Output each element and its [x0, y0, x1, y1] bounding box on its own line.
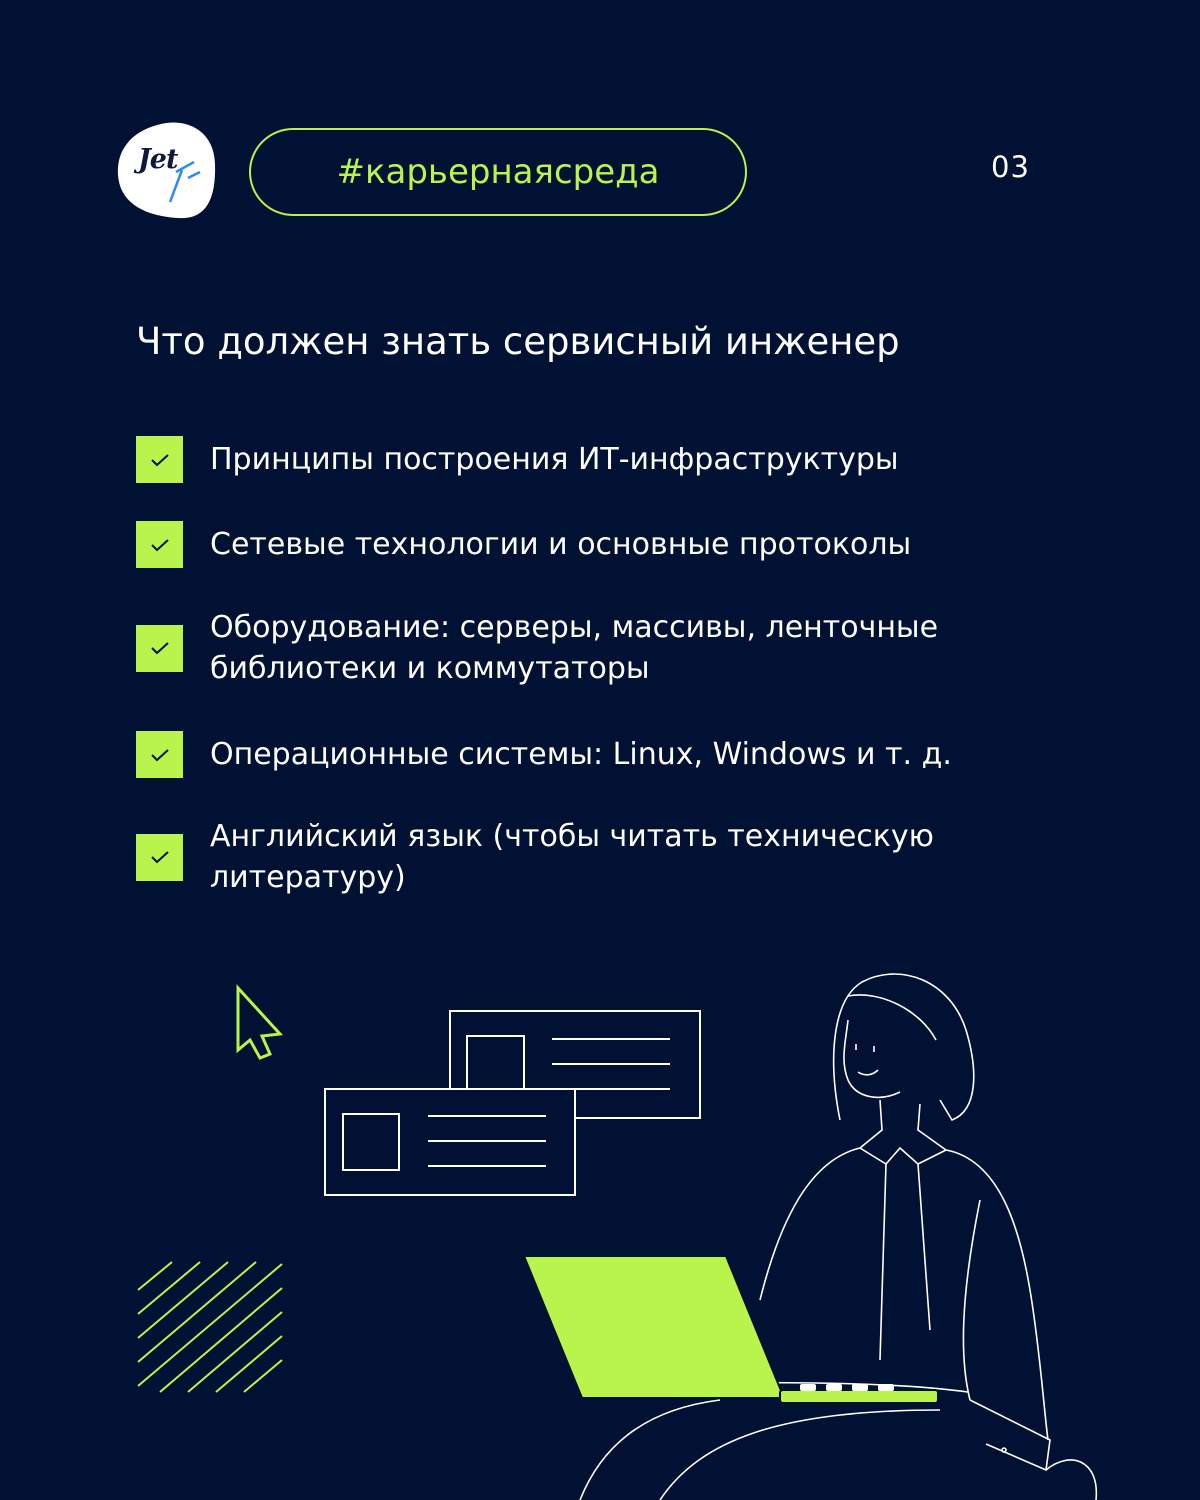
- checklist-item-text: Английский язык (чтобы читать техническую литературу): [210, 819, 934, 895]
- page-title: Что должен знать сервисный инженер: [136, 320, 900, 363]
- logo-text: Jet: [138, 144, 178, 175]
- laptop-illustration: [524, 1256, 938, 1403]
- pixel-cursor-icon: [238, 988, 280, 1058]
- hatch-decoration: [138, 1262, 282, 1392]
- hashtag-label: #карьернаясреда: [336, 152, 660, 192]
- checklist-item-text: Принципы построения ИТ-инфраструктуры: [210, 442, 899, 477]
- window-card-front: [325, 1089, 575, 1195]
- checklist-item-text: Оборудование: серверы, массивы, ленточные библиотеки и коммутаторы: [210, 610, 939, 686]
- page-number: 03: [991, 150, 1030, 184]
- checklist-item-text: Сетевые технологии и основные протоколы: [210, 527, 912, 562]
- checklist-item-text: Операционные системы: Linux, Windows и т. д.: [210, 737, 952, 772]
